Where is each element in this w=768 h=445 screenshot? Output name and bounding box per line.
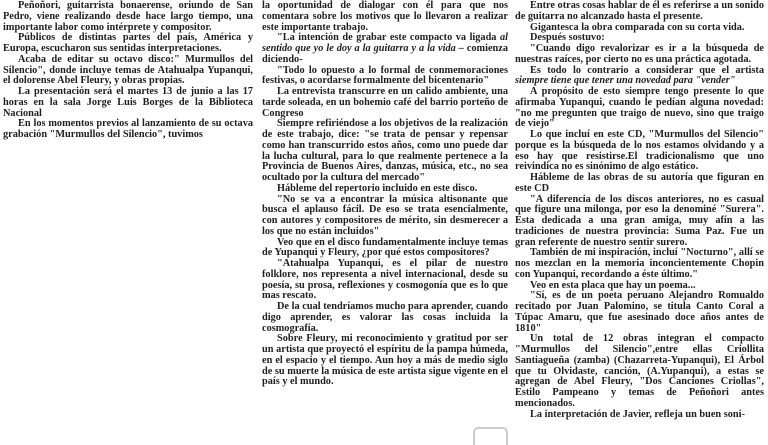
paragraph: [515, 66, 764, 88]
text-run: Hábleme del repertorio incluido en este disco.: [277, 182, 478, 194]
text-run: "Todo lo opuesto a lo formal de conmemoraciones festivas, o acordarse formalmente del bicentenario": [262, 64, 508, 87]
paragraph: [3, 1, 253, 33]
italic-text-run: al sentido que yo le doy a la guitarra y a la vida –: [262, 32, 508, 54]
paragraph: [515, 173, 764, 195]
text-run: La presentación será el martes 13 de junio a las 17 horas en la sala Jorge Luis Borges de la Biblioteca Nacional: [3, 86, 253, 119]
text-run: A propósito de esto siempre tengo presente lo que afirmaba Yupanqui, cuando le pedían alguna novedad: "no me pregunten que traigo de nuevo, sino que traigo de viejo": [515, 86, 764, 130]
text-run: Veo que en el disco fundamentalmente incluye temas de Yupanqui y Fleury, ¿por qué estos compositores?: [262, 236, 508, 259]
paragraph: [262, 259, 508, 302]
text-run: "La intención de grabar este compacto va ligada: [277, 32, 500, 44]
text-run: "Atahualpa Yupanqui, es el pilar de nuestro folklore, nos representa a nivel internacional, desde su poesía, su prosa, reflexiones y cosmogonía que es lo que mas rescato.: [262, 258, 508, 302]
text-run: La interpretación de Javier, refleja un buen soni-: [530, 408, 745, 420]
text-run: Públicos de distintas partes del país, América y Europa, escucharon sus sentidas interpretaciones.: [3, 32, 253, 54]
paragraph: [515, 248, 764, 280]
paragraph: [262, 302, 508, 334]
paragraph: [3, 119, 253, 141]
paragraph: [262, 33, 508, 65]
paragraph: [515, 195, 764, 249]
text-run: "Cuando digo revalorizar es ir a la búsqueda de nuestras raíces, por cierto no es una práctica agotada.: [515, 43, 764, 65]
text-run: Gigantesca la obra comparada con su corta vida.: [530, 21, 745, 33]
text-run: la oportunidad de dialogar con él para que nos comentara sobre los motivos que lo llevaron a realizar este importante trabajo.: [262, 0, 508, 33]
text-run: También de mi inspiración, incluí "Nocturno", allí se nos mezclan en la memoria inconcientemente Chopin con Yupanqui, recordando a éste último.": [515, 247, 764, 280]
text-run: comienza diciendo-: [262, 43, 508, 65]
italic-text-run: siempre tiene que tener una novedad para "vender": [515, 75, 736, 87]
text-run: "A diferencia de los discos anteriores, no es casual que figure una milonga, por eso la denominé "Surera". Esta dedicada a una gran amiga, muy afín a las tradiciones de nuestra provincia: Suma Paz. Fue un gran referente de nuestro sentir surero.: [515, 193, 764, 248]
text-run: Entre otras cosas hablar de él es referirse a un sonido de guitarra no alcanzado hasta el presente.: [515, 0, 764, 22]
paragraph: [515, 291, 764, 334]
paragraph: [515, 130, 764, 173]
paragraph: [262, 195, 508, 238]
text-run: Un total de 12 obras integran el compacto "Murmullos del Silencio",entre ellas Criollita Santiagueña (zamba) (Chazarreta-Yupanqui), El Árbol que tu Olvidaste, canción, (A.Yupanqui), a estas se agregan de Abel Fleury, "Dos Canciones Criollas", Estilo Pampeano y temas de Peñoñori antes mencionados.: [515, 333, 764, 409]
paragraph: [515, 410, 764, 421]
text-run: Sobre Fleury, mi reconocimiento y gratitud por ser un artista que proyectó el espíritu de la pampa húmeda, en el espacio y el tiempo. Aun hoy a más de medio siglo de su muerte la música de este artista sigue vigente en el país y el mundo.: [262, 333, 508, 388]
paragraph: [3, 33, 253, 55]
text-run: "No se va a encontrar la música altisonante que busca el aplauso fácil. De eso se trata esencialmente, con autores y compositores de mérito, sin desmerecer a los que no están incluidos": [262, 193, 508, 237]
paragraph: [3, 55, 253, 87]
paragraph: [515, 1, 764, 23]
text-run: Hábleme de las obras de su autoría que figuran en este CD: [515, 172, 764, 194]
paragraph: [262, 87, 508, 119]
text-run: Es todo lo contrario a considerar que el artista: [530, 64, 764, 76]
paragraph: [262, 238, 508, 260]
paragraph: [262, 119, 508, 184]
text-run: Veo en esta placa que hay un poema...: [530, 279, 696, 291]
paragraph: [515, 44, 764, 66]
text-run: Después sostuvo:: [530, 32, 605, 44]
paragraph: [262, 66, 508, 88]
text-run: En los momentos previos al lanzamiento de su octava grabación "Murmullos del Silencio", tuvimos: [3, 118, 253, 140]
article-column-1: [3, 1, 253, 141]
text-run: Acaba de editar su octavo disco:" Murmullos del Silencio", donde incluye temas de Atahualpa Yupanqui, el dolorense Abel Fleury, y obras propias.: [3, 53, 253, 87]
paragraph: [3, 87, 253, 119]
text-run: De la cual tendríamos mucho para aprender, cuando digo aprender, es valorar las cosas incluida la cosmografía.: [262, 301, 508, 334]
paragraph: [515, 334, 764, 409]
text-run: Peñoñori, guitarrista bonaerense, oriundo de San Pedro, viene realizando desde hace largo tiempo, una importante labor como intérprete y compositor.: [3, 0, 253, 33]
article-column-2: [262, 1, 508, 388]
text-run: La entrevista transcurre en un calido ambiente, una tarde soleada, en un bohemio café del barrio porteño de Congreso: [262, 86, 508, 119]
paragraph: [262, 1, 508, 33]
paragraph: [515, 87, 764, 130]
text-run: Siempre refiriéndose a los objetivos de la realización de este trabajo, dice: "se trata de pensar y repensar como han transcurrido estos años, como uno puede dar la lucha cultural, para lo que realmente pertenece a la Provincia de Buenos Aires, danzas, música, etc., no sea ocultado por la cultura del mercado": [262, 118, 508, 183]
text-run: "Sí, es de un poeta peruano Alejandro Romualdo recitado por Juan Palomino, se titula Canto Coral a Túpac Amaru, que fue asesinado doce años antes de 1810": [515, 290, 764, 334]
scan-artifact-box: [473, 427, 508, 445]
paragraph: [262, 334, 508, 388]
article-column-3: [515, 1, 764, 420]
text-run: Lo que incluí en este CD, "Murmullos del Silencio" porque es la búsqueda de lo nos estamos olvidando y a eso hay que resistirse.El tradicionalismo que uno reivindica no es sinónimo de algo estático.: [515, 129, 764, 173]
